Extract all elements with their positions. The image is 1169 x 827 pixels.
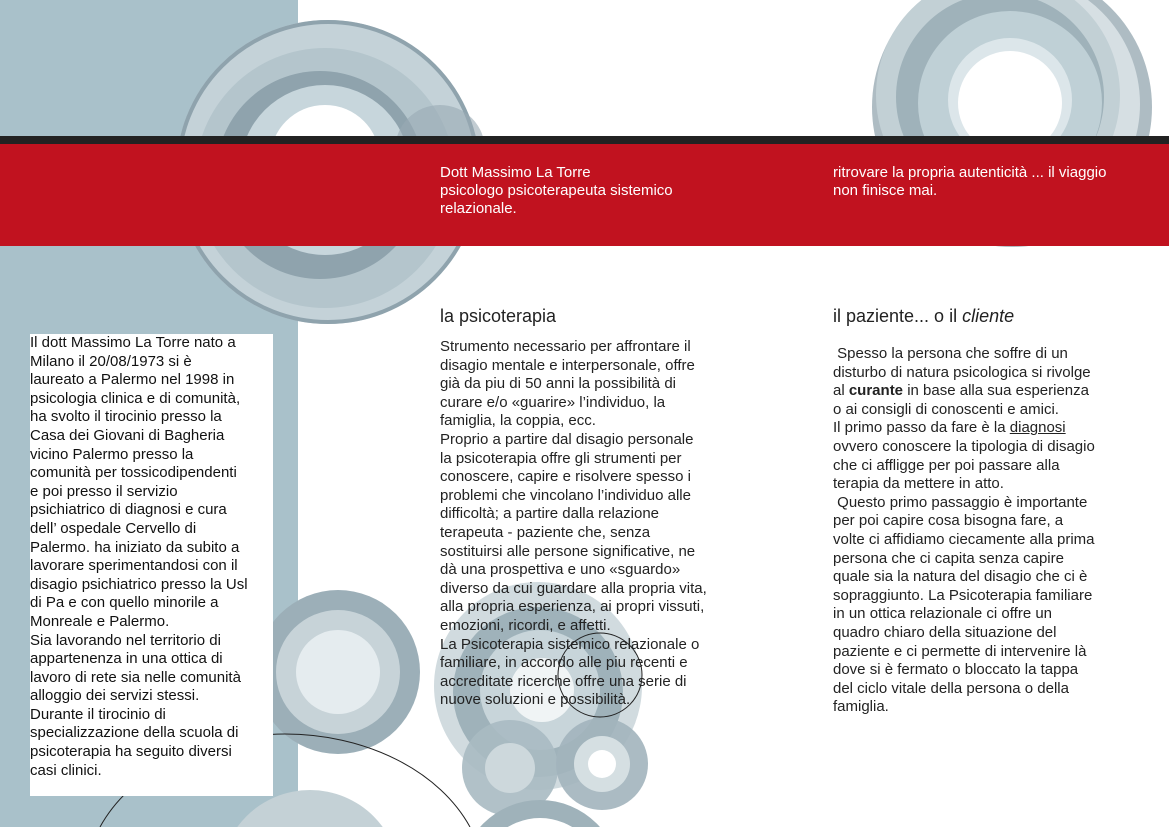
diagnosi-underlined-text: diagnosi bbox=[1009, 419, 1066, 437]
body-line: quale sia la natura del disagio che ci è bbox=[833, 568, 1088, 586]
body-line: famiglia, la coppia, ecc. bbox=[440, 412, 596, 430]
tagline-line: ritrovare la propria autenticità ... il viaggio bbox=[833, 164, 1107, 181]
paziente-body bbox=[833, 345, 1095, 717]
body-line: Strumento necessario per affrontare il bbox=[440, 338, 691, 355]
body-line: quadro chiaro della situazione del bbox=[833, 623, 1057, 641]
bio-line: Casa dei Giovani di Bagheria bbox=[30, 426, 225, 444]
body-line: diverso da cui guardare alla propria vita, bbox=[440, 579, 707, 597]
bio-line: vicino Palermo presso la bbox=[30, 445, 194, 463]
body-line: dove si è fermato o bloccato la tappa bbox=[833, 661, 1079, 679]
body-line: disagio mentale e interpersonale, offre bbox=[440, 356, 695, 374]
bio-line: comunità per tossicodipendenti bbox=[30, 464, 237, 482]
body-line: persona che ci capita senza capire bbox=[833, 549, 1064, 567]
body-text: al bbox=[833, 382, 849, 400]
body-line: problemi che vincolano l’individuo alle bbox=[440, 486, 691, 504]
bio-line: psichiatrico di diagnosi e cura bbox=[30, 501, 227, 519]
body-line: nuove soluzioni e possibilità. bbox=[440, 691, 631, 709]
bio-line: specializzazione della scuola di bbox=[30, 724, 239, 742]
bio-line: Il dott Massimo La Torre nato a bbox=[30, 334, 236, 351]
body-line bbox=[833, 419, 1095, 438]
body-line: familiare, in accordo alle piu recenti e bbox=[440, 654, 688, 672]
bio-line: Durante il tirocinio di bbox=[30, 705, 166, 723]
body-line: terapia da mettere in atto. bbox=[833, 475, 1004, 493]
bio-line: di Pa e con quello minorile a bbox=[30, 594, 219, 612]
body-text: in base alla sua esperienza bbox=[903, 382, 1089, 400]
body-line: per poi capire cosa bisogna fare, a bbox=[833, 512, 1064, 530]
body-line: sostituirsi alle persone significative, ne bbox=[440, 542, 696, 560]
curante-bold-text: curante bbox=[848, 382, 904, 400]
bio-line: Palermo. ha iniziato da subito a bbox=[30, 538, 240, 556]
body-line: accreditate ricerche offre una serie di bbox=[440, 672, 687, 690]
paziente-heading bbox=[833, 305, 1014, 327]
body-line: già da piu di 50 anni la possibilità di bbox=[440, 375, 676, 393]
body-line: curare e/o «guarire» l’individuo, la bbox=[440, 393, 666, 411]
bio-line: Milano il 20/08/1973 si è bbox=[30, 352, 192, 370]
body-line: sopraggiunto. La Psicoterapia familiare bbox=[833, 586, 1093, 604]
body-line: terapeuta - paziente che, senza bbox=[440, 523, 651, 541]
bio-line: Sia lavorando nel territorio di bbox=[30, 631, 221, 649]
body-line: che ci affligge per poi passare alla bbox=[833, 456, 1060, 474]
bio-line: Monreale e Palermo. bbox=[30, 612, 170, 630]
bio-line: dell’ ospedale Cervello di bbox=[30, 519, 197, 537]
header-divider-line bbox=[0, 136, 1169, 144]
bio-line: ha svolto il tirocinio presso la bbox=[30, 408, 222, 426]
doctor-title-line: relazionale. bbox=[440, 200, 517, 217]
body-line: Questo primo passaggio è importante bbox=[833, 493, 1088, 511]
body-line: paziente e ci permette di intervenire là bbox=[833, 642, 1087, 660]
body-line: difficoltà; a partire dalla relazione bbox=[440, 505, 660, 523]
bio-line: psicoterapia ha seguito diversi bbox=[30, 743, 232, 761]
body-line: o ai consigli di conoscenti e amici. bbox=[833, 400, 1059, 418]
body-line: conoscere, capire e risolvere spesso i bbox=[440, 468, 691, 486]
body-line bbox=[833, 382, 1095, 401]
psicoterapia-heading: la psicoterapia bbox=[440, 306, 557, 326]
body-line: emozioni, ricordi, e affetti. bbox=[440, 616, 611, 634]
body-line: Proprio a partire dal disagio personale bbox=[440, 430, 694, 448]
body-line: del ciclo vitale della persona o della bbox=[833, 679, 1069, 697]
bio-line: lavoro di rete sia nelle comunità bbox=[30, 668, 241, 686]
body-line: disturbo di natura psicologica si rivolge bbox=[833, 363, 1091, 381]
body-line: la psicoterapia offre gli strumenti per bbox=[440, 449, 682, 467]
paziente-heading-italic: cliente bbox=[962, 306, 1015, 326]
bio-line: appartenenza in una ottica di bbox=[30, 650, 223, 668]
body-line: alla propria esperienza, ai propri vissuti, bbox=[440, 598, 705, 616]
bio-line: lavorare sperimentandosi con il bbox=[30, 557, 238, 575]
body-line: famiglia. bbox=[833, 698, 889, 716]
body-line: Spesso la persona che soffre di un bbox=[833, 345, 1068, 362]
bio-line: disagio psichiatrico presso la Usl bbox=[30, 575, 248, 593]
body-line: volte ci affidiamo ciecamente alla prima bbox=[833, 530, 1095, 548]
body-line: La Psicoterapia sistemico relazionale o bbox=[440, 635, 700, 653]
bio-line: e poi presso il servizio bbox=[30, 482, 178, 500]
psicoterapia-body bbox=[440, 338, 707, 710]
bio-line: laureato a Palermo nel 1998 in bbox=[30, 371, 235, 389]
bio-line: alloggio dei servizi stessi. bbox=[30, 687, 200, 705]
body-line: in un ottica relazionale ci offre un bbox=[833, 605, 1053, 623]
tagline-line: non finisce mai. bbox=[833, 182, 938, 199]
doctor-credentials bbox=[440, 164, 673, 218]
bio-line: casi clinici. bbox=[30, 761, 102, 779]
paziente-heading-main: il paziente... o il bbox=[833, 306, 963, 326]
bio-line: psicologia clinica e di comunità, bbox=[30, 389, 241, 407]
doctor-name: Dott Massimo La Torre bbox=[440, 164, 591, 181]
bio-text bbox=[30, 334, 273, 780]
tagline bbox=[833, 164, 1106, 200]
doctor-title-line: psicologo psicoterapeuta sistemico bbox=[440, 182, 673, 199]
body-text: Il primo passo da fare è la bbox=[833, 419, 1010, 437]
body-line: ovvero conoscere la tipologia di disagio bbox=[833, 437, 1095, 455]
body-line: dà una prospettiva e uno «sguardo» bbox=[440, 561, 681, 579]
